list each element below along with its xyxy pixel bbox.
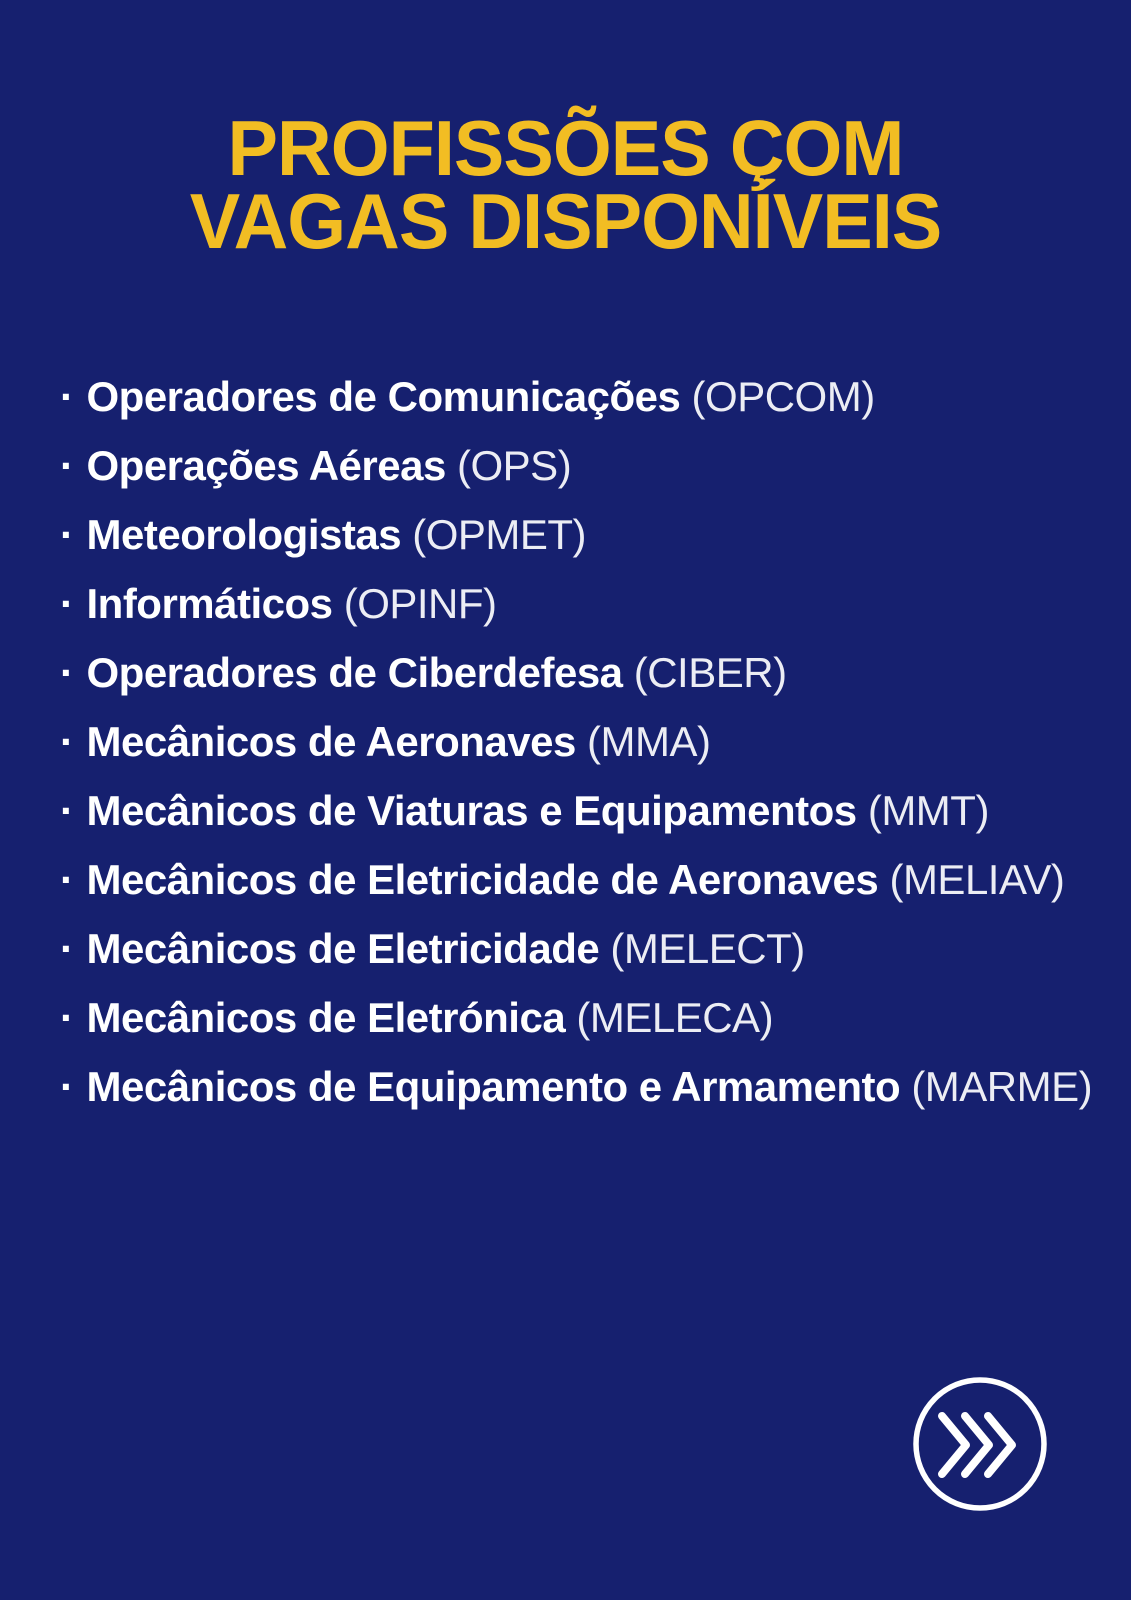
profession-name: Operadores de Ciberdefesa <box>86 649 623 696</box>
profession-name: Mecânicos de Viaturas e Equipamentos <box>86 787 857 834</box>
bullet-icon: · <box>60 442 74 489</box>
list-item <box>60 983 1111 1052</box>
page-title-line-2: VAGAS DISPONÍVEIS <box>189 177 942 265</box>
triple-chevron-right-icon <box>913 1377 1047 1511</box>
list-item <box>60 362 1111 431</box>
profession-name: Mecânicos de Eletricidade de Aeronaves <box>86 856 879 903</box>
profession-acronym: (MARME) <box>911 1063 1093 1110</box>
profession-acronym: (OPS) <box>457 442 572 489</box>
profession-name: Informáticos <box>86 580 333 627</box>
list-item <box>60 845 1111 914</box>
bullet-icon: · <box>60 994 74 1041</box>
list-item <box>60 431 1111 500</box>
bullet-icon: · <box>60 649 74 696</box>
bullet-icon: · <box>60 373 74 420</box>
profession-acronym: (MELECT) <box>610 925 805 972</box>
profession-acronym: (MELECA) <box>576 994 774 1041</box>
profession-name: Mecânicos de Eletrónica <box>86 994 566 1041</box>
profession-acronym: (OPMET) <box>412 511 587 558</box>
profession-name: Mecânicos de Equipamento e Armamento <box>86 1063 901 1110</box>
bullet-icon: · <box>60 787 74 834</box>
page-title-line-1: PROFISSÕES ÇOM <box>227 104 904 192</box>
list-item <box>60 914 1111 983</box>
bullet-icon: · <box>60 856 74 903</box>
bullet-icon: · <box>60 580 74 627</box>
profession-name: Meteorologistas <box>86 511 402 558</box>
profession-acronym: (OPCOM) <box>691 373 875 420</box>
bullet-icon: · <box>60 718 74 765</box>
profession-name: Mecânicos de Aeronaves <box>86 718 576 765</box>
profession-name: Operadores de Comunicações <box>86 373 681 420</box>
list-item <box>60 707 1111 776</box>
list-item <box>60 1052 1111 1121</box>
profession-acronym: (MMT) <box>867 787 989 834</box>
profession-acronym: (OPINF) <box>343 580 497 627</box>
bullet-icon: · <box>60 1063 74 1110</box>
list-item <box>60 776 1111 845</box>
list-item <box>60 500 1111 569</box>
list-item <box>60 569 1111 638</box>
next-button[interactable] <box>913 1377 1047 1511</box>
professions-list <box>60 362 1111 1121</box>
bullet-icon: · <box>60 511 74 558</box>
bullet-icon: · <box>60 925 74 972</box>
list-item <box>60 638 1111 707</box>
page-title <box>17 104 1114 265</box>
profession-name: Mecânicos de Eletricidade <box>86 925 600 972</box>
profession-acronym: (CIBER) <box>633 649 787 696</box>
profession-acronym: (MMA) <box>587 718 711 765</box>
profession-acronym: (MELIAV) <box>889 856 1065 903</box>
profession-name: Operações Aéreas <box>86 442 446 489</box>
